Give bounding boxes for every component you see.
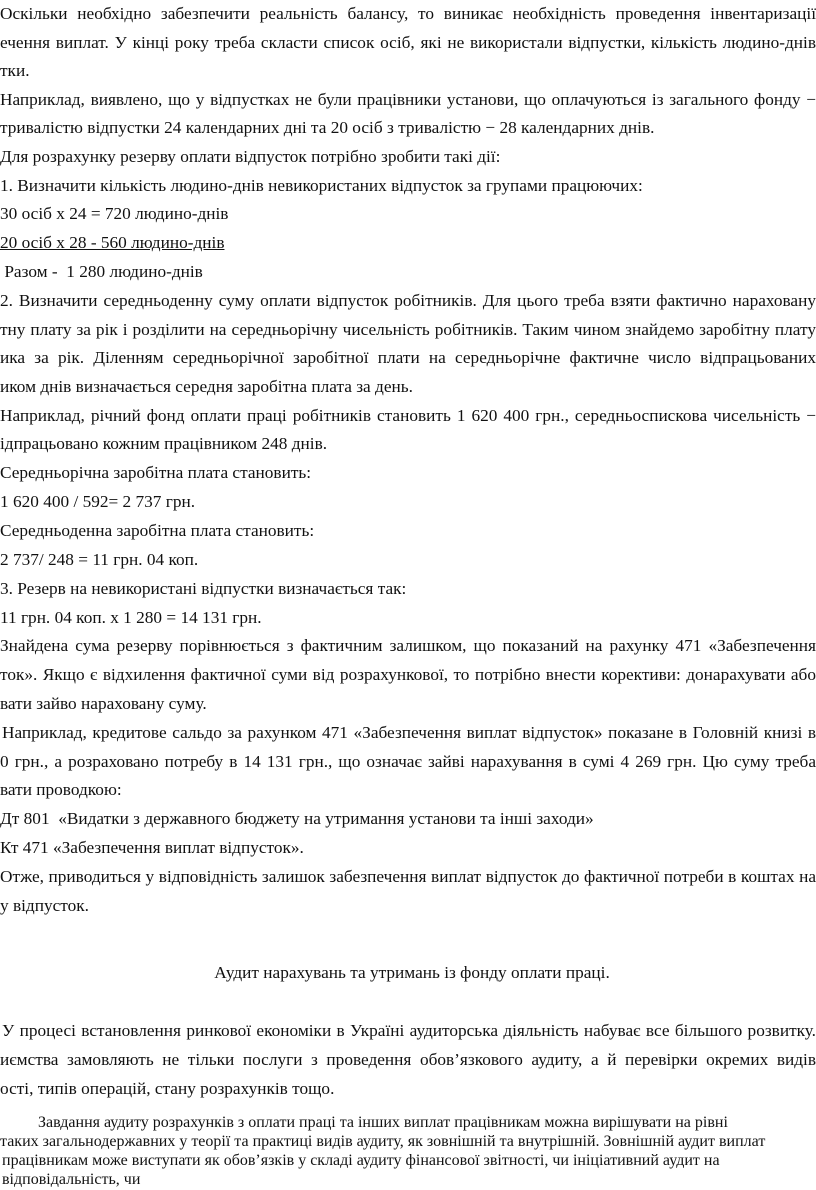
text-line: 2. Визначити середньоденну суму оплати відпусток робітників. Для цього треба взяти фактично нараховану [0, 291, 816, 310]
text-line: відповідальність, чи [2, 1171, 141, 1188]
text-line: Знайдена сума резерву порівнюється з фактичним залишком, що показаний на рахунку 471 «Забезпечення [0, 636, 816, 655]
text-line: працівникам може виступати як обов’язків у складі аудиту фінансової звітності, чи ініціативний аудит на [2, 1152, 720, 1169]
text-line: Наприклад, річний фонд оплати праці робітників становить 1 620 400 грн., середньоспискова чисельність − [0, 406, 816, 425]
entry-debit-line: Дт 801 «Видатки з державного бюджету на утримання установи та інші заходи» [0, 809, 594, 828]
text-line: Наприклад, кредитове сальдо за рахунком 471 «Забезпечення виплат відпусток» показане в Головній книзі в [2, 723, 816, 742]
text-line: ості, типів операцій, стану розрахунків тощо. [0, 1079, 335, 1098]
total-line: Разом - 1 280 людино-днів [0, 262, 203, 281]
text-line: ечення виплат. У кінці року треба скласти список осіб, які не використали відпустки, кількість людино-днів [0, 33, 816, 52]
calc-line: 2 737/ 248 = 11 грн. 04 коп. [0, 550, 199, 569]
text-line: иємства замовляють не тільки послуги з проведення обов’язкового аудиту, а й перевірки окремих видів [0, 1050, 816, 1069]
text-line: 3. Резерв на невикористані відпустки визначається так: [0, 579, 407, 598]
calc-line: 30 осіб х 24 = 720 людино-днів [0, 204, 229, 223]
text-line: Для розрахунку резерву оплати відпусток потрібно зробити такі дії: [0, 147, 501, 166]
text-line: вати проводкою: [0, 780, 122, 799]
text-line: тну плату за рік і розділити на середньорічну чисельність робітників. Таким чином знайдемо заробітну плату [0, 320, 816, 339]
calc-line: 11 грн. 04 коп. х 1 280 = 14 131 грн. [0, 608, 262, 627]
text-line: тки. [0, 61, 30, 80]
entry-credit-line: Кт 471 «Забезпечення виплат відпусток». [0, 838, 304, 857]
text-line: Оскільки необхідно забезпечити реальність балансу, то виникає необхідність проведення інвентаризації [0, 4, 816, 23]
text-line: 0 грн., а розраховано потребу в 14 131 грн., що означає зайві нарахування в сумі 4 269 грн. Цю суму треба [0, 752, 816, 771]
text-line: У процесі встановлення ринкової економіки в Україні аудиторська діяльність набуває все більшого розвитку. [2, 1021, 816, 1040]
text-line: у відпусток. [0, 896, 89, 915]
calc-line: 1 620 400 / 592= 2 737 грн. [0, 492, 196, 511]
section-heading: Аудит нарахувань та утримань із фонду оплати праці. [214, 963, 610, 982]
text-line: ідпрацьовано кожним працівником 248 днів. [0, 434, 328, 453]
text-line: Отже, приводиться у відповідність залишок забезпечення виплат відпусток до фактичної потреби в коштах на [0, 867, 816, 886]
text-line: Середньорічна заробітна плата становить: [0, 463, 312, 482]
text-line: Завдання аудиту розрахунків з оплати праці та інших виплат працівникам можна вирішувати на рівні [38, 1114, 728, 1131]
text-line: вати зайво нараховану суму. [0, 694, 207, 713]
text-line: ток». Якщо є відхилення фактичної суми від розрахункової, то потрібно внести корективи: донарахувати або [0, 665, 816, 684]
text-line: ика за рік. Діленням середньорічної заробітної плати на середньорічне фактичне число відпрацьованих [0, 348, 816, 367]
calc-line: 20 осіб х 28 - 560 людино-днів [0, 233, 225, 252]
text-line: 1. Визначити кількість людино-днів невикористаних відпусток за групами працюючих: [0, 176, 643, 195]
text-line: Наприклад, виявлено, що у відпустках не були працівники установи, що оплачуються із загального фонду − [0, 90, 816, 109]
text-line: тривалістю відпустки 24 календарних дні та 20 осіб з тривалістю − 28 календарних днів. [0, 118, 655, 137]
text-line: таких загальнодержавних у теорії та практиці видів аудиту, як зовнішній та внутрішній. Зовнішній аудит виплат [0, 1133, 766, 1150]
text-line: Середньоденна заробітна плата становить: [0, 521, 315, 540]
text-line: иком днів визначається середня заробітна плата за день. [0, 377, 413, 396]
